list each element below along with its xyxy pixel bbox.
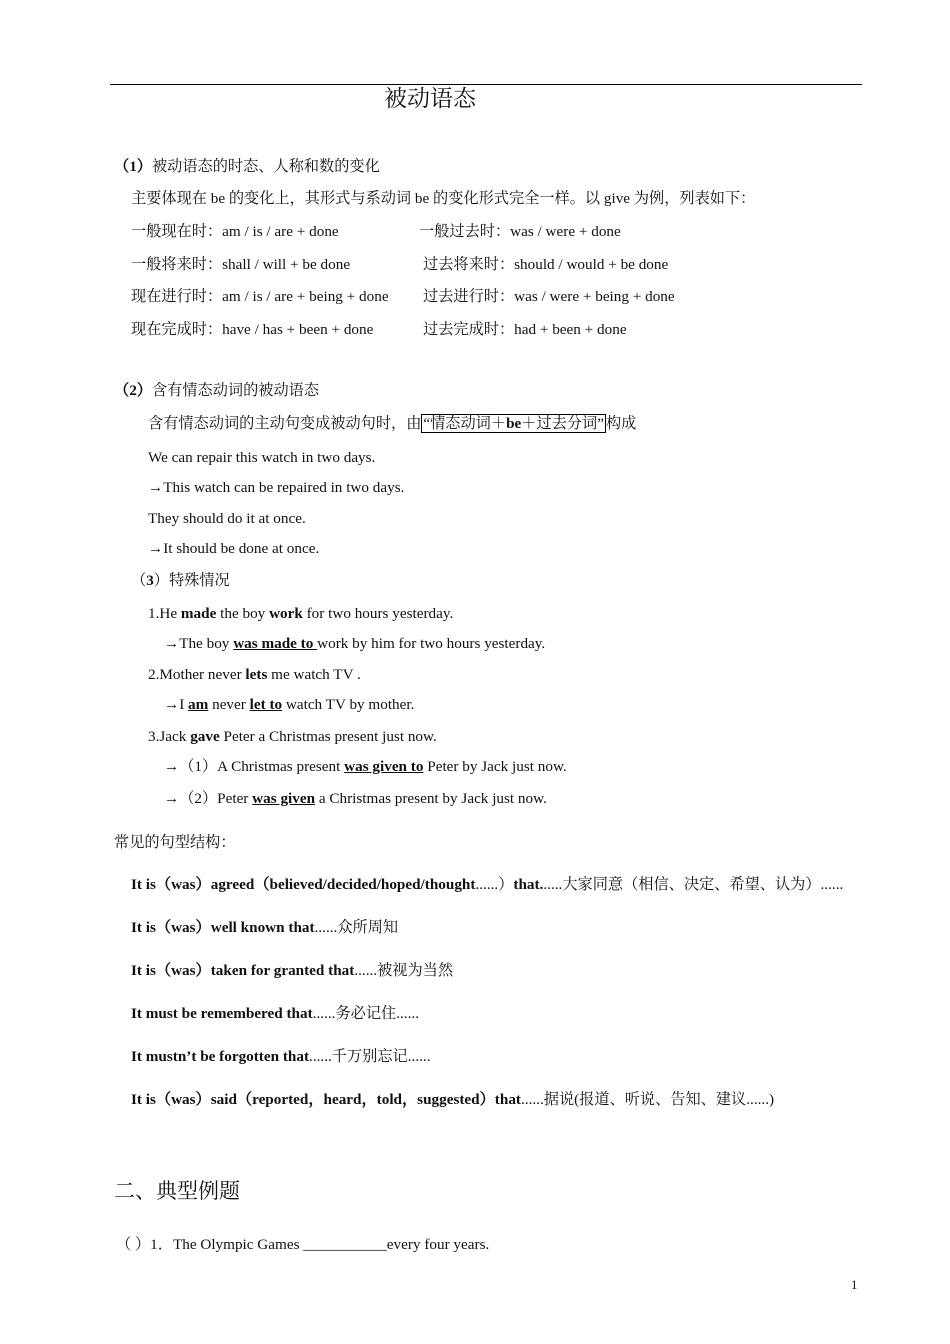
structure-item (131, 1047, 431, 1067)
key-verb: made (180, 605, 217, 622)
rule-boxed-formula (421, 414, 606, 433)
text: me watch TV . (267, 666, 361, 683)
tense-left: 现在进行时：am / is / are + being + done (131, 288, 389, 305)
structure-item (131, 1090, 774, 1110)
underlined-passive: was given (252, 790, 316, 807)
example-sentence: →It should be done at once. (148, 540, 320, 557)
structure-meaning: ......务必记住...... (312, 1005, 419, 1022)
section3-heading (131, 571, 230, 591)
structure-item (131, 918, 398, 938)
special-passive-2 (164, 695, 414, 715)
underlined-passive: let to (249, 696, 283, 713)
tense-left: 一般现在时：am / is / are + done (131, 223, 339, 240)
tense-right: 一般过去时：was / were + done (419, 223, 621, 240)
structure-meaning: ......据说(报道、听说、告知、建议......) (520, 1091, 775, 1108)
rule-boxed-part: ＋过去分词” (521, 415, 604, 432)
rule-text-after: 构成 (605, 415, 637, 432)
structure-item (131, 1004, 419, 1024)
structure-pattern: It is（was）taken for granted that (131, 962, 355, 979)
rule-boxed-part: “情态动词＋ (423, 415, 507, 432)
tense-right: 过去完成时：had + been + done (423, 321, 627, 338)
text: ......） (475, 876, 514, 893)
text: Peter a Christmas present just now. (219, 728, 437, 745)
page-title: 被动语态 (384, 86, 476, 111)
tense-left: 一般将来时：shall / will + be done (131, 256, 351, 273)
text: a Christmas present by Jack just now. (315, 790, 547, 807)
structure-meaning: ......被视为当然 (354, 962, 454, 979)
text: 2.Mother never (148, 666, 246, 683)
structure-meaning: ......众所周知 (314, 919, 399, 936)
question-1: （ ）1．The Olympic Games ___________every four years. (116, 1236, 490, 1253)
underlined-passive: was given to (344, 758, 424, 775)
structure-pattern: It is（was）agreed（believed/decided/hoped/thought (131, 876, 476, 893)
text: →（2）Peter (164, 790, 253, 807)
text: →I (164, 696, 189, 713)
example-sentence: →This watch can be repaired in two days. (148, 479, 405, 496)
example-sentence: We can repair this watch in two days. (148, 449, 376, 466)
structure-meaning: ......千万别忘记...... (309, 1048, 431, 1065)
key-verb: gave (190, 728, 220, 745)
text: watch TV by mother. (282, 696, 415, 713)
text: for two hours yesterday. (302, 605, 454, 622)
text: →（1）A Christmas present (164, 758, 345, 775)
structure-meaning: .....大家同意（相信、决定、希望、认为）...... (543, 876, 844, 893)
section2-heading-text: 含有情态动词的被动语态 (151, 382, 320, 399)
part2-heading: 二、典型例题 (114, 1179, 240, 1203)
special-example-1 (148, 604, 453, 624)
structure-item (131, 961, 453, 981)
structure-item (131, 875, 843, 895)
underlined-passive: was made to (233, 635, 318, 652)
structure-pattern: It is（was）said（reported，heard，told，suggested）that (131, 1091, 521, 1108)
section2-number: （2） (114, 382, 152, 399)
special-passive-3b (164, 789, 547, 809)
special-passive-1 (164, 634, 545, 654)
section1-heading-text: 被动语态的时态、人称和数的变化 (151, 158, 380, 175)
special-example-3 (148, 727, 437, 747)
tense-right: 过去将来时：should / would + be done (423, 256, 669, 273)
text: work by him for two hours yesterday. (317, 635, 546, 652)
key-verb: lets (245, 666, 268, 683)
rule-text-before: 含有情态动词的主动句变成被动句时，由 (148, 415, 422, 432)
structure-pattern: It must be remembered that (131, 1005, 313, 1022)
key-verb: work (269, 605, 303, 622)
section2-rule (148, 414, 636, 434)
section2-heading (114, 381, 319, 401)
rule-boxed-be: be (506, 415, 522, 432)
section3-heading-text: ）特殊情况 (153, 572, 230, 589)
structure-pattern: that. (513, 876, 544, 893)
text: 3.Jack (148, 728, 191, 745)
text: →The boy (164, 635, 234, 652)
text: never (208, 696, 250, 713)
header-rule (110, 84, 862, 85)
page-number: 1 (851, 1277, 858, 1292)
section1-heading (114, 157, 380, 177)
structure-pattern: It is（was）well known that (131, 919, 315, 936)
structure-pattern: It mustn’t be forgotten that (131, 1048, 310, 1065)
tense-right: 过去进行时：was / were + being + done (423, 288, 675, 305)
special-example-2 (148, 665, 361, 685)
text: the boy (216, 605, 270, 622)
example-sentence: They should do it at once. (148, 510, 306, 527)
section3-paren: （ (131, 572, 147, 589)
tense-left: 现在完成时：have / has + been + done (131, 321, 374, 338)
section3-number: 3 (146, 572, 154, 589)
text: 1.He (148, 605, 181, 622)
section1-intro: 主要体现在 be 的变化上，其形式与系动词 be 的变化形式完全一样。以 give 为例，列表如下： (131, 190, 756, 207)
text: Peter by Jack just now. (423, 758, 567, 775)
special-passive-3a (164, 757, 567, 777)
structures-heading: 常见的句型结构： (114, 834, 236, 851)
section1-number: （1） (114, 158, 152, 175)
underlined-passive: am (188, 696, 209, 713)
